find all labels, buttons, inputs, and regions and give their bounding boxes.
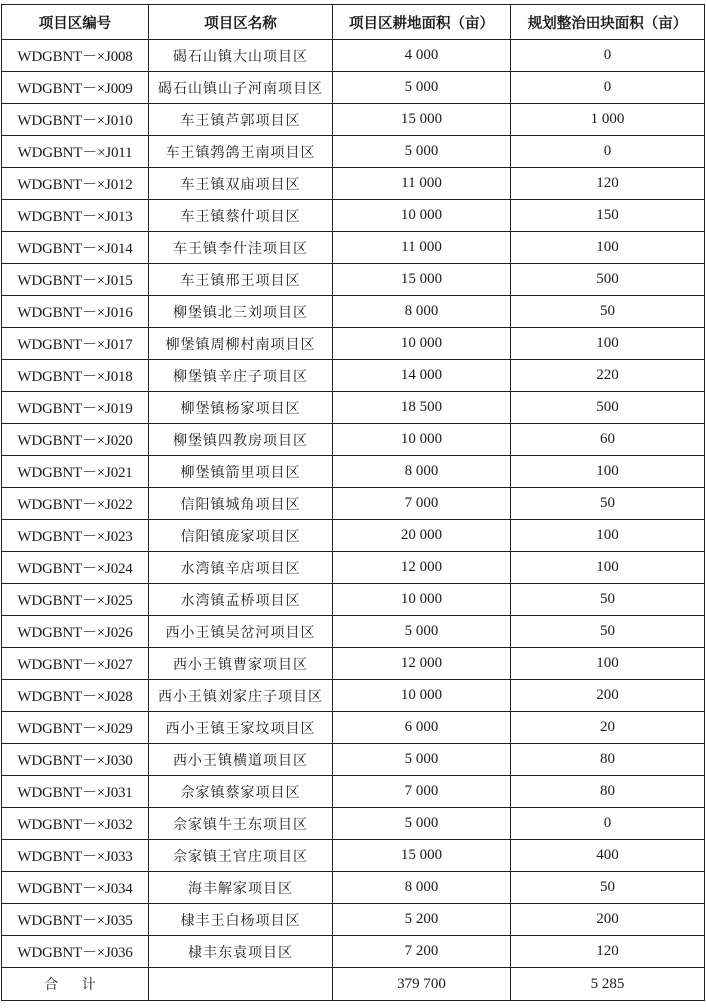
table-row [2,712,705,744]
table-row [2,392,705,424]
table-row [2,168,705,200]
cell-farmland-area: 7 000 [333,776,511,808]
cell-plot-area: 0 [511,136,705,168]
cell-farmland-area: 15 000 [333,840,511,872]
cell-code: WDGBNT－×J010 [2,104,149,136]
cell-plot-area: 100 [511,648,705,680]
cell-name: 车王镇双庙项目区 [149,168,333,200]
cell-name: 棣丰王白杨项目区 [149,904,333,936]
cell-name: 柳堡镇辛庄子项目区 [149,360,333,392]
table-row [2,456,705,488]
table-row [2,552,705,584]
cell-name: 西小王镇吴岔河项目区 [149,616,333,648]
table-row [2,488,705,520]
cell-farmland-area: 10 000 [333,680,511,712]
cell-farmland-area: 5 000 [333,72,511,104]
header-plot-area: 规划整治田块面积（亩） [511,5,705,40]
cell-name: 柳堡镇四教房项目区 [149,424,333,456]
cell-farmland-area: 18 500 [333,392,511,424]
table-row [2,584,705,616]
cell-code: WDGBNT－×J019 [2,392,149,424]
cell-farmland-area: 8 000 [333,296,511,328]
cell-farmland-area: 12 000 [333,552,511,584]
cell-plot-area: 500 [511,392,705,424]
cell-plot-area: 50 [511,872,705,904]
table-row [2,616,705,648]
cell-name: 柳堡镇周柳村南项目区 [149,328,333,360]
table-row [2,424,705,456]
table-row [2,136,705,168]
table-row [2,360,705,392]
cell-name: 碣石山镇大山项目区 [149,40,333,72]
cell-plot-area: 50 [511,584,705,616]
cell-plot-area: 20 [511,712,705,744]
table-row [2,904,705,936]
cell-name: 车王镇芦郭项目区 [149,104,333,136]
cell-name: 水湾镇辛店项目区 [149,552,333,584]
cell-plot-area: 100 [511,456,705,488]
cell-plot-area: 0 [511,72,705,104]
cell-farmland-area: 15 000 [333,104,511,136]
cell-farmland-area: 10 000 [333,424,511,456]
cell-code: WDGBNT－×J033 [2,840,149,872]
table-row [2,328,705,360]
cell-plot-area: 100 [511,232,705,264]
cell-name: 车王镇邢王项目区 [149,264,333,296]
cell-plot-area: 200 [511,904,705,936]
cell-code: WDGBNT－×J024 [2,552,149,584]
cell-plot-area: 100 [511,552,705,584]
cell-name: 棣丰东袁项目区 [149,936,333,968]
cell-name: 柳堡镇杨家项目区 [149,392,333,424]
table-row [2,776,705,808]
cell-code: WDGBNT－×J035 [2,904,149,936]
cell-code: WDGBNT－×J014 [2,232,149,264]
table-row [2,200,705,232]
cell-plot-area: 0 [511,808,705,840]
cell-farmland-area: 6 000 [333,712,511,744]
cell-plot-area: 120 [511,936,705,968]
total-plot-area: 5 285 [511,968,705,1001]
cell-name: 信阳镇庞家项目区 [149,520,333,552]
cell-code: WDGBNT－×J021 [2,456,149,488]
cell-code: WDGBNT－×J034 [2,872,149,904]
cell-farmland-area: 4 000 [333,40,511,72]
cell-plot-area: 50 [511,488,705,520]
cell-code: WDGBNT－×J018 [2,360,149,392]
table-row [2,936,705,968]
cell-farmland-area: 15 000 [333,264,511,296]
cell-plot-area: 100 [511,520,705,552]
total-name [149,968,333,1001]
cell-farmland-area: 20 000 [333,520,511,552]
cell-farmland-area: 10 000 [333,328,511,360]
cell-name: 佘家镇牛王东项目区 [149,808,333,840]
cell-farmland-area: 7 000 [333,488,511,520]
table-row [2,520,705,552]
cell-farmland-area: 10 000 [333,200,511,232]
cell-plot-area: 100 [511,328,705,360]
cell-name: 信阳镇城角项目区 [149,488,333,520]
cell-name: 柳堡镇箭里项目区 [149,456,333,488]
cell-name: 西小王镇刘家庄子项目区 [149,680,333,712]
table-row [2,72,705,104]
cell-name: 佘家镇蔡家项目区 [149,776,333,808]
cell-code: WDGBNT－×J030 [2,744,149,776]
cell-plot-area: 80 [511,744,705,776]
total-farmland-area: 379 700 [333,968,511,1001]
cell-name: 西小王镇曹家项目区 [149,648,333,680]
cell-farmland-area: 11 000 [333,168,511,200]
cell-code: WDGBNT－×J011 [2,136,149,168]
cell-name: 碣石山镇山子河南项目区 [149,72,333,104]
cell-plot-area: 500 [511,264,705,296]
total-row [2,968,705,1001]
cell-plot-area: 50 [511,616,705,648]
cell-code: WDGBNT－×J023 [2,520,149,552]
cell-farmland-area: 14 000 [333,360,511,392]
cell-plot-area: 220 [511,360,705,392]
cell-plot-area: 0 [511,40,705,72]
table-row [2,808,705,840]
cell-farmland-area: 8 000 [333,872,511,904]
table-row [2,872,705,904]
cell-name: 车王镇李什洼项目区 [149,232,333,264]
cell-plot-area: 1 000 [511,104,705,136]
cell-code: WDGBNT－×J012 [2,168,149,200]
cell-code: WDGBNT－×J020 [2,424,149,456]
cell-plot-area: 150 [511,200,705,232]
header-name: 项目区名称 [149,5,333,40]
cell-plot-area: 200 [511,680,705,712]
cell-name: 车王镇蔡什项目区 [149,200,333,232]
cell-code: WDGBNT－×J028 [2,680,149,712]
cell-code: WDGBNT－×J026 [2,616,149,648]
table-row [2,264,705,296]
cell-code: WDGBNT－×J017 [2,328,149,360]
header-row [2,5,705,40]
table-row [2,680,705,712]
table-row [2,104,705,136]
cell-name: 车王镇鹁鸽王南项目区 [149,136,333,168]
cell-plot-area: 120 [511,168,705,200]
cell-farmland-area: 5 000 [333,744,511,776]
table-row [2,744,705,776]
cell-farmland-area: 5 200 [333,904,511,936]
cell-code: WDGBNT－×J027 [2,648,149,680]
cell-plot-area: 80 [511,776,705,808]
cell-code: WDGBNT－×J008 [2,40,149,72]
header-code: 项目区编号 [2,5,149,40]
cell-farmland-area: 5 000 [333,616,511,648]
project-area-table [1,4,705,1001]
cell-code: WDGBNT－×J029 [2,712,149,744]
cell-name: 水湾镇孟桥项目区 [149,584,333,616]
cell-plot-area: 60 [511,424,705,456]
cell-code: WDGBNT－×J022 [2,488,149,520]
table-row [2,232,705,264]
cell-farmland-area: 12 000 [333,648,511,680]
cell-code: WDGBNT－×J036 [2,936,149,968]
cell-name: 西小王镇王家坟项目区 [149,712,333,744]
cell-farmland-area: 7 200 [333,936,511,968]
cell-plot-area: 50 [511,296,705,328]
cell-farmland-area: 5 000 [333,136,511,168]
table-body [2,40,705,968]
cell-name: 佘家镇王官庄项目区 [149,840,333,872]
cell-name: 西小王镇横道项目区 [149,744,333,776]
cell-farmland-area: 11 000 [333,232,511,264]
cell-code: WDGBNT－×J025 [2,584,149,616]
cell-farmland-area: 8 000 [333,456,511,488]
table-row [2,40,705,72]
total-label: 合 计 [2,968,149,1001]
cell-farmland-area: 5 000 [333,808,511,840]
cell-code: WDGBNT－×J015 [2,264,149,296]
cell-code: WDGBNT－×J016 [2,296,149,328]
table-row [2,648,705,680]
cell-code: WDGBNT－×J032 [2,808,149,840]
cell-code: WDGBNT－×J009 [2,72,149,104]
cell-farmland-area: 10 000 [333,584,511,616]
cell-plot-area: 400 [511,840,705,872]
table-row [2,840,705,872]
cell-code: WDGBNT－×J013 [2,200,149,232]
cell-name: 海丰解家项目区 [149,872,333,904]
cell-code: WDGBNT－×J031 [2,776,149,808]
cell-name: 柳堡镇北三刘项目区 [149,296,333,328]
table-row [2,296,705,328]
header-farmland-area: 项目区耕地面积（亩） [333,5,511,40]
